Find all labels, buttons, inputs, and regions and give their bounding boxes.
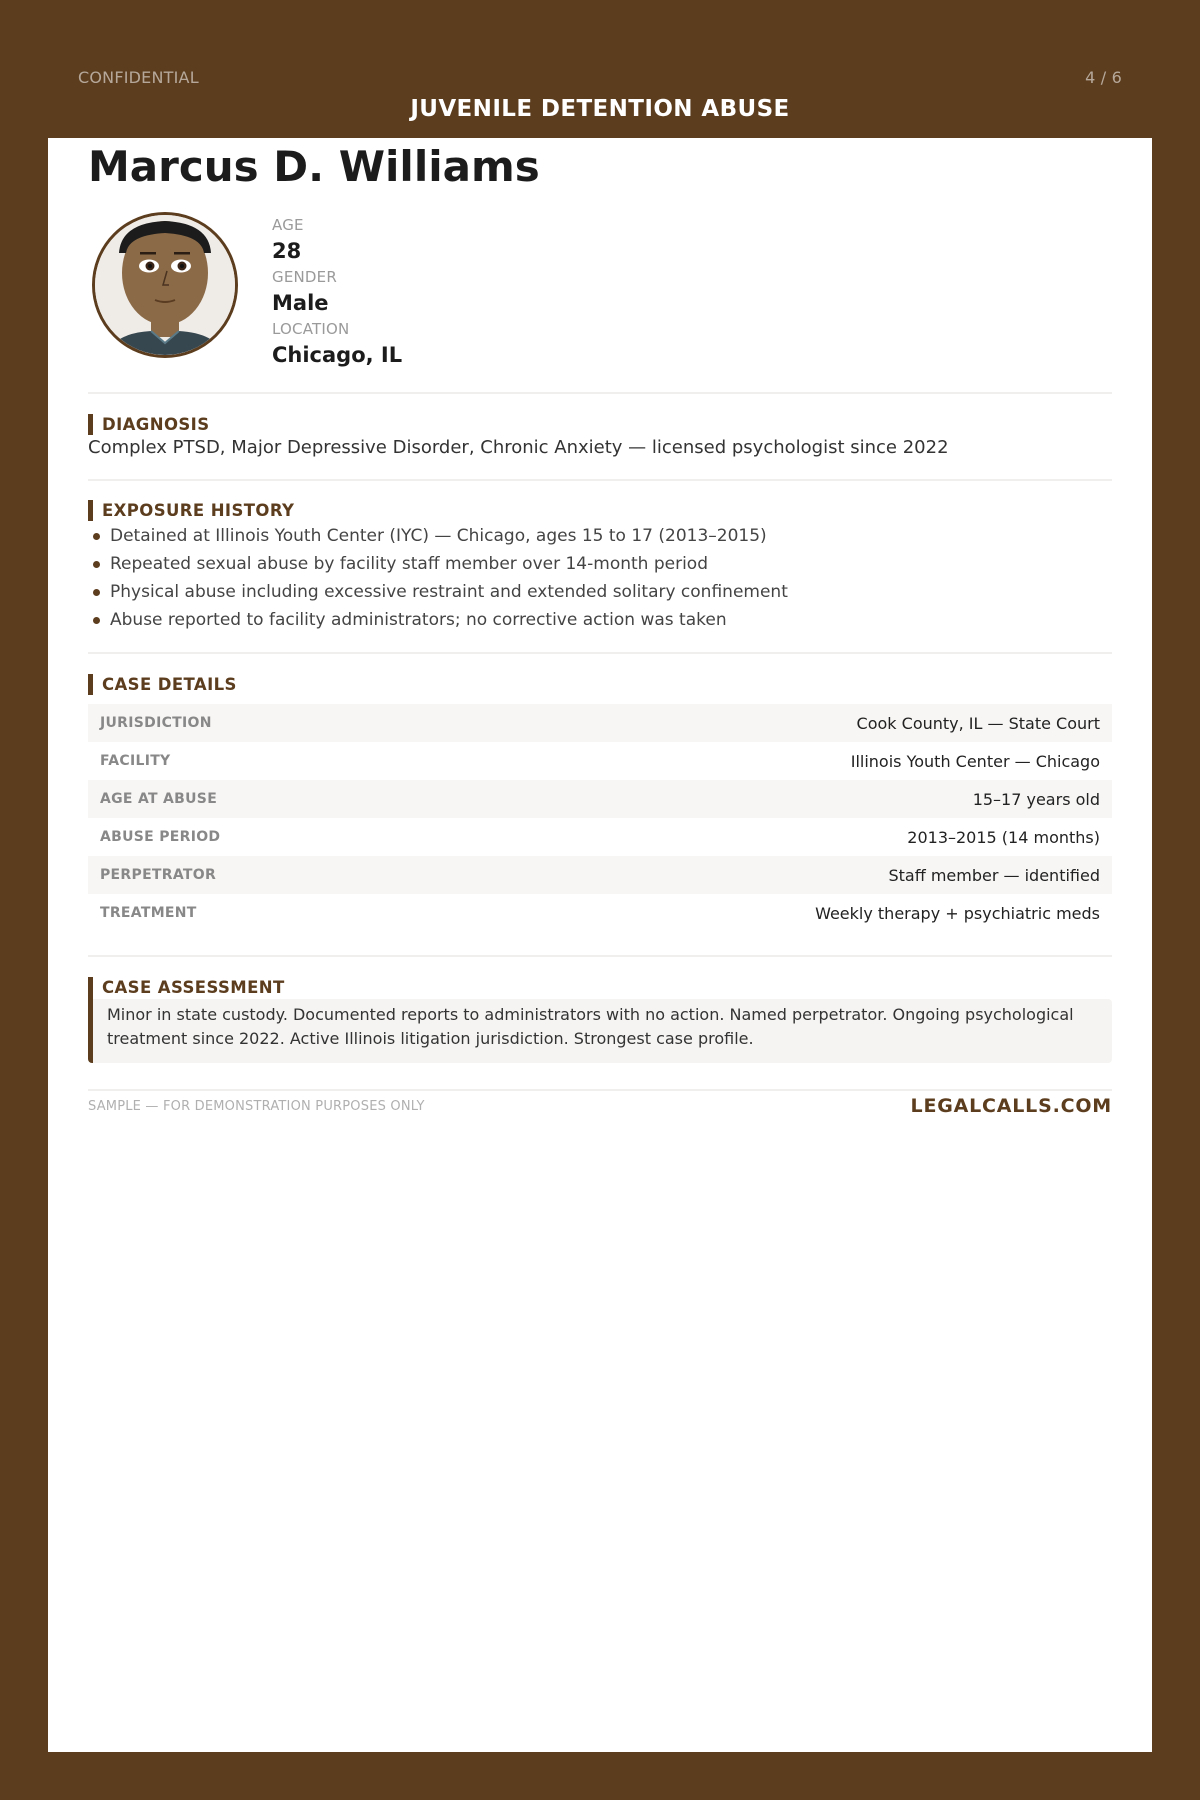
list-item: Repeated sexual abuse by facility staff member over 14-month period bbox=[88, 550, 1112, 578]
case-assessment-section bbox=[88, 977, 1112, 1063]
profile-info bbox=[272, 214, 402, 370]
row-value: Cook County, IL — State Court bbox=[856, 713, 1100, 733]
card-footer bbox=[88, 1089, 1112, 1117]
page-header-bar bbox=[78, 68, 1122, 87]
row-label: AGE AT ABUSE bbox=[100, 791, 218, 807]
table-row bbox=[88, 780, 1112, 818]
diagnosis-section bbox=[88, 414, 1112, 460]
exposure-history-list bbox=[88, 522, 1112, 634]
table-row bbox=[88, 818, 1112, 856]
case-details-section bbox=[88, 674, 1112, 932]
row-value: Weekly therapy + psychiatric meds bbox=[815, 903, 1100, 923]
list-item: Detained at Illinois Youth Center (IYC) — Chicago, ages 15 to 17 (2013–2015) bbox=[88, 522, 1112, 550]
divider bbox=[88, 955, 1112, 957]
list-item: Physical abuse including excessive restraint and extended solitary confinement bbox=[88, 578, 1112, 606]
age-value: 28 bbox=[272, 239, 302, 263]
diagnosis-heading: DIAGNOSIS bbox=[88, 414, 1112, 436]
divider bbox=[88, 392, 1112, 394]
exposure-history-heading: EXPOSURE HISTORY bbox=[88, 500, 1112, 522]
case-assessment-text: Minor in state custody. Documented reports to administrators with no action. Named perpetrator. Ongoing psychological treatment since 2022. Active Illinois litigation jurisdiction. Strongest case profile. bbox=[93, 999, 1112, 1063]
divider bbox=[88, 652, 1112, 654]
row-label: ABUSE PERIOD bbox=[100, 829, 221, 845]
row-value: Illinois Youth Center — Chicago bbox=[850, 751, 1100, 771]
diagnosis-text: Complex PTSD, Major Depressive Disorder, Chronic Anxiety — licensed psychologist since 2022 bbox=[88, 437, 949, 458]
row-label: PERPETRATOR bbox=[100, 867, 217, 883]
row-label: FACILITY bbox=[100, 753, 171, 769]
client-name: Marcus D. Williams bbox=[88, 142, 540, 191]
location-value: Chicago, IL bbox=[272, 343, 403, 367]
profile-summary bbox=[88, 212, 1112, 370]
confidential-label: CONFIDENTIAL bbox=[78, 68, 199, 87]
document-title: JUVENILE DETENTION ABUSE bbox=[410, 96, 790, 122]
table-row bbox=[88, 894, 1112, 932]
sample-disclaimer: SAMPLE — FOR DEMONSTRATION PURPOSES ONLY bbox=[88, 1098, 425, 1114]
list-item: Abuse reported to facility administrators; no corrective action was taken bbox=[88, 606, 1112, 634]
exposure-history-section bbox=[88, 500, 1112, 634]
profile-card bbox=[48, 138, 1152, 1752]
page-indicator: 4 / 6 bbox=[1085, 68, 1122, 87]
age-label: AGE bbox=[272, 216, 304, 234]
row-label: JURISDICTION bbox=[100, 715, 212, 731]
case-details-table bbox=[88, 704, 1112, 932]
table-row bbox=[88, 704, 1112, 742]
table-row bbox=[88, 856, 1112, 894]
brand-logo-text: LEGALCALLS.COM bbox=[910, 1095, 1112, 1117]
divider bbox=[88, 479, 1112, 481]
case-assessment-heading: CASE ASSESSMENT bbox=[102, 978, 285, 997]
gender-value: Male bbox=[272, 291, 329, 315]
case-details-heading: CASE DETAILS bbox=[88, 674, 1112, 696]
location-label: LOCATION bbox=[272, 320, 350, 338]
row-value: 15–17 years old bbox=[972, 789, 1100, 809]
row-label: TREATMENT bbox=[100, 905, 197, 921]
person-avatar-icon bbox=[92, 212, 238, 358]
row-value: Staff member — identified bbox=[888, 865, 1100, 885]
row-value: 2013–2015 (14 months) bbox=[907, 827, 1100, 847]
gender-label: GENDER bbox=[272, 268, 337, 286]
table-row bbox=[88, 742, 1112, 780]
